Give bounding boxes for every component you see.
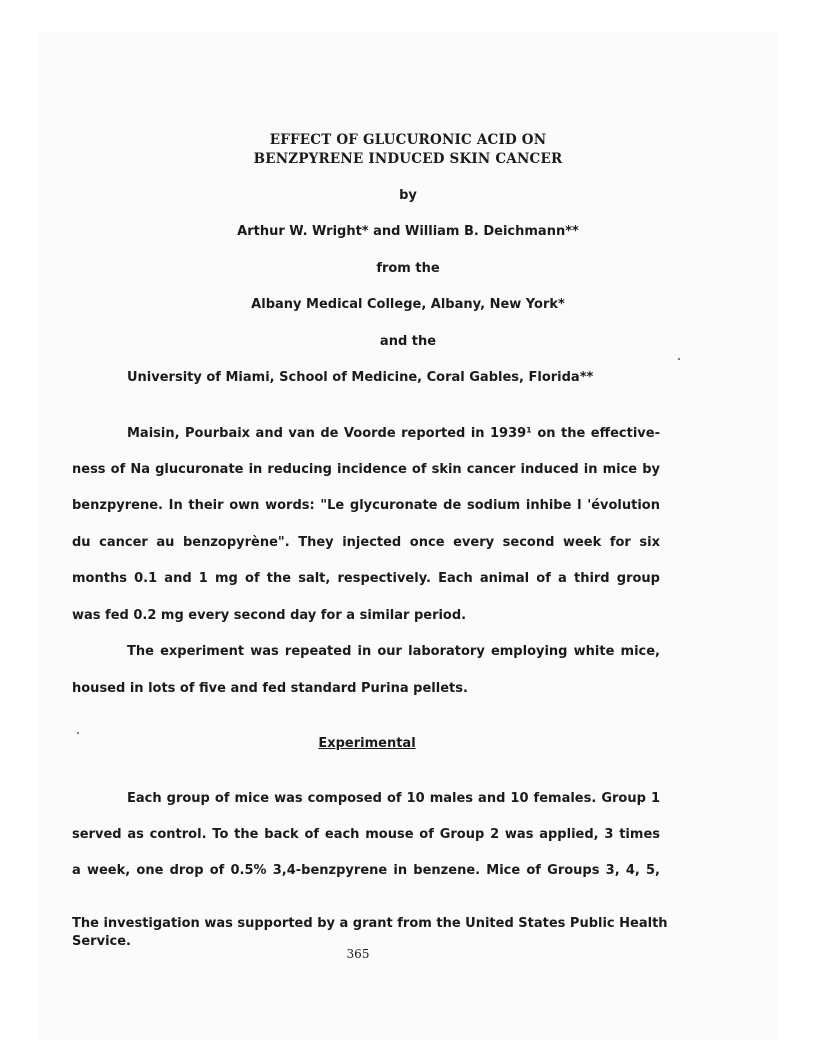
footnote-line-2: Service. — [72, 934, 131, 949]
intro-p2-line-2: housed in lots of five and fed standard Purina pellets. — [72, 681, 468, 696]
affiliation-miami: University of Miami, School of Medicine, Coral Gables, Florida** — [127, 370, 594, 385]
experimental-heading: Experimental — [318, 736, 416, 751]
intro-line-3: benzpyrene. In their own words: "Le glycuronate de sodium inhibe l 'évolution — [72, 498, 660, 513]
footnote-line-1: The investigation was supported by a grant from the United States Public Health — [72, 916, 668, 931]
byline-by: by — [399, 188, 417, 203]
intro-line-4: du cancer au benzopyrène". They injected once every second week for six — [72, 535, 660, 550]
title-line-1: EFFECT OF GLUCURONIC ACID ON — [269, 132, 547, 148]
intro-p2-line-1: The experiment was repeated in our laboratory employing white mice, — [127, 644, 660, 659]
experimental-line-1: Each group of mice was composed of 10 males and 10 females. Group 1 — [127, 791, 660, 806]
experimental-line-3: a week, one drop of 0.5% 3,4-benzpyrene in benzene. Mice of Groups 3, 4, 5, — [72, 863, 660, 878]
page-number: 365 — [346, 947, 370, 961]
intro-line-6: was fed 0.2 mg every second day for a similar period. — [72, 608, 467, 623]
experimental-line-2: served as control. To the back of each mouse of Group 2 was applied, 3 times — [72, 827, 660, 842]
from-the: from the — [376, 261, 440, 276]
intro-line-2: ness of Na glucuronate in reducing incidence of skin cancer induced in mice by — [72, 462, 660, 477]
affiliation-albany: Albany Medical College, Albany, New York* — [251, 297, 565, 312]
title-line-2: BENZPYRENE INDUCED SKIN CANCER — [253, 151, 563, 167]
speck-mark — [678, 358, 680, 360]
intro-line-5: months 0.1 and 1 mg of the salt, respectively. Each animal of a third group — [72, 571, 660, 586]
intro-line-1: Maisin, Pourbaix and van de Voorde reported in 1939¹ on the effective- — [127, 426, 660, 441]
authors: Arthur W. Wright* and William B. Deichmann** — [237, 224, 579, 239]
and-the: and the — [379, 334, 437, 349]
speck-mark — [77, 732, 79, 734]
